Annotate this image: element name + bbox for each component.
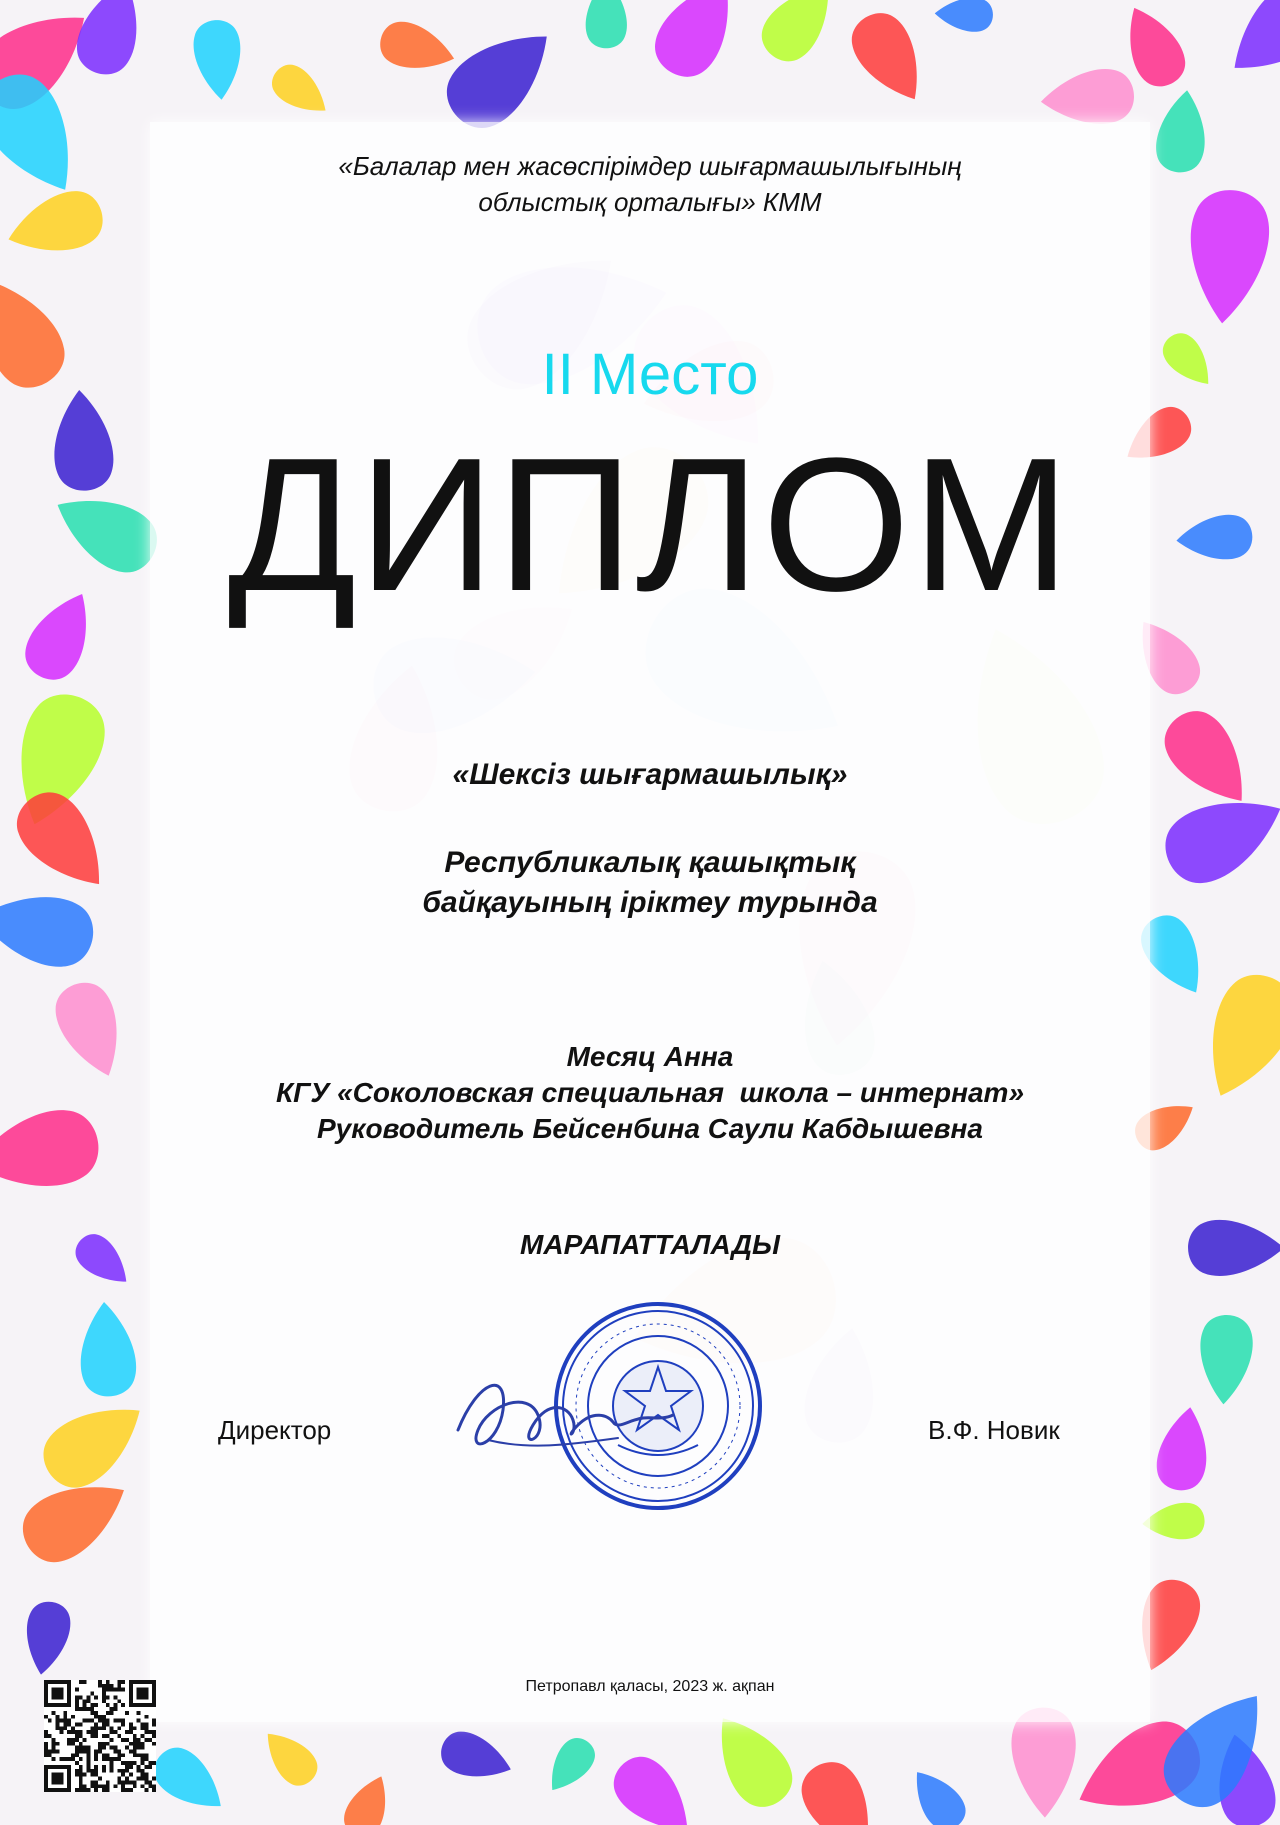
decorative-petal	[20, 1599, 74, 1678]
decorative-petal	[0, 261, 77, 400]
decorative-petal	[1188, 1220, 1280, 1276]
decorative-petal	[0, 1103, 105, 1200]
diploma-title: ДИПЛОМ	[227, 419, 1073, 631]
decorative-petal	[538, 1731, 602, 1800]
decorative-petal	[603, 1746, 707, 1825]
director-name: В.Ф. Новик	[928, 1415, 1060, 1445]
decorative-petal	[50, 388, 116, 493]
decorative-petal	[68, 1227, 138, 1295]
subtitle-line-1: Республикалық қашықтық	[444, 846, 856, 879]
decorative-petal	[1197, 1314, 1254, 1406]
decorative-petal	[1153, 87, 1211, 175]
decorative-petal	[191, 18, 244, 102]
organization-line-2: облыстық орталығы» КММ	[478, 187, 822, 217]
recipient-name: Месяц Анна	[566, 1041, 734, 1072]
decorative-petal	[934, 0, 993, 32]
decorative-petal	[43, 477, 168, 583]
director-label: Директор	[218, 1415, 332, 1445]
decorative-petal	[644, 0, 753, 88]
decorative-petal	[4, 780, 123, 905]
city-date: Петропавл қаласы, 2023 ж. ақпан	[525, 1678, 775, 1695]
decorative-petal	[0, 883, 99, 972]
decorative-petal	[586, 0, 627, 48]
decorative-petal	[842, 3, 939, 114]
decorative-petal	[0, 184, 109, 267]
decorative-petal	[1156, 326, 1222, 395]
decorative-petal	[145, 1739, 235, 1824]
decorative-petal	[1153, 1403, 1214, 1493]
decorative-petal	[791, 1752, 890, 1825]
decorative-petal	[1011, 1707, 1077, 1818]
decorative-petal	[69, 0, 153, 82]
decorative-petal	[1039, 66, 1137, 128]
organization-heading	[150, 148, 1150, 220]
contest-name: «Шексіз шығармашылық»	[452, 758, 848, 791]
decorative-petal	[1186, 963, 1280, 1111]
decorative-petal	[31, 1384, 158, 1500]
recipient-school: КГУ «Соколовская специальная школа – интернат»	[275, 1077, 1025, 1108]
awarded-label: МАРАПАТТАЛАДЫ	[520, 1229, 780, 1260]
decorative-petal	[47, 975, 135, 1086]
decorative-petal	[1175, 513, 1254, 563]
qr-code-icon	[44, 1680, 156, 1792]
contest-description	[150, 843, 1150, 923]
decorative-petal	[338, 1769, 398, 1825]
decorative-petal	[16, 582, 106, 689]
decorative-petal	[254, 1721, 325, 1793]
decorative-petal	[901, 1760, 973, 1825]
place-label: II Место	[541, 342, 759, 407]
decorative-petal	[1153, 699, 1266, 820]
recipient-supervisor: Руководитель Бейсенбина Саули Кабдышевна	[317, 1113, 983, 1144]
decorative-petal	[76, 1300, 138, 1398]
decorative-petal	[751, 0, 848, 72]
decorative-petal	[1183, 187, 1272, 327]
organization-line-1: «Балалар мен жасөспірімдер шығармашылығының	[338, 151, 962, 181]
decorative-petal	[436, 1726, 518, 1790]
decorative-petal	[1154, 776, 1280, 895]
decorative-petal	[265, 58, 337, 125]
subtitle-line-2: байқауының іріктеу турында	[422, 886, 878, 919]
decorative-petal	[375, 16, 460, 80]
recipient-block	[150, 1039, 1150, 1147]
decorative-petal	[1213, 0, 1280, 93]
director-signature	[448, 1360, 678, 1470]
decorative-petal	[1141, 1501, 1206, 1542]
